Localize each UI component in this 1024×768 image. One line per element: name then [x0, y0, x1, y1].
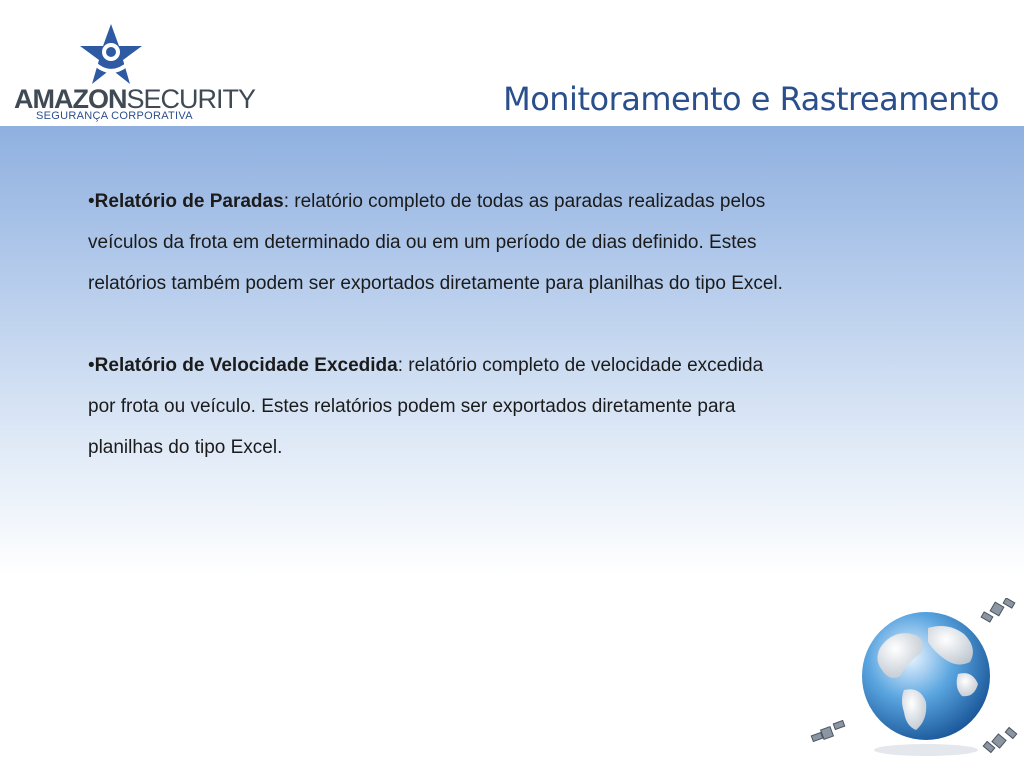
bullet-description: : relatório completo de velocidade excedida por frota ou veículo. Estes relatórios podem ser exportados diretamente para planilhas do tipo Excel. [88, 355, 764, 458]
bullet-marker: • [88, 191, 95, 212]
bullet-term: Relatório de Paradas [94, 191, 284, 212]
star-logo-icon [78, 22, 144, 88]
logo-brand-bold: AMAZON [14, 84, 127, 114]
bullet-item [88, 345, 788, 468]
logo-brand-light: SECURITY [126, 84, 256, 114]
logo-tagline: SEGURANÇA CORPORATIVA [36, 110, 193, 122]
bullet-description: : relatório completo de todas as paradas realizadas pelos veículos da frota em determinado dia ou em um período de dias definido. Estes relatórios também podem ser exportados diretamente para planilhas do tipo Excel. [88, 191, 783, 294]
globe-satellites-icon [808, 598, 1024, 768]
slide-content [88, 181, 788, 509]
bullet-term: Relatório de Velocidade Excedida [94, 355, 398, 376]
bullet-item [88, 181, 788, 304]
bullet-marker: • [88, 355, 95, 376]
slide-title: Monitoramento e Rastreamento [503, 80, 999, 118]
slide-header [0, 0, 1024, 126]
amazon-security-logo [12, 18, 256, 128]
